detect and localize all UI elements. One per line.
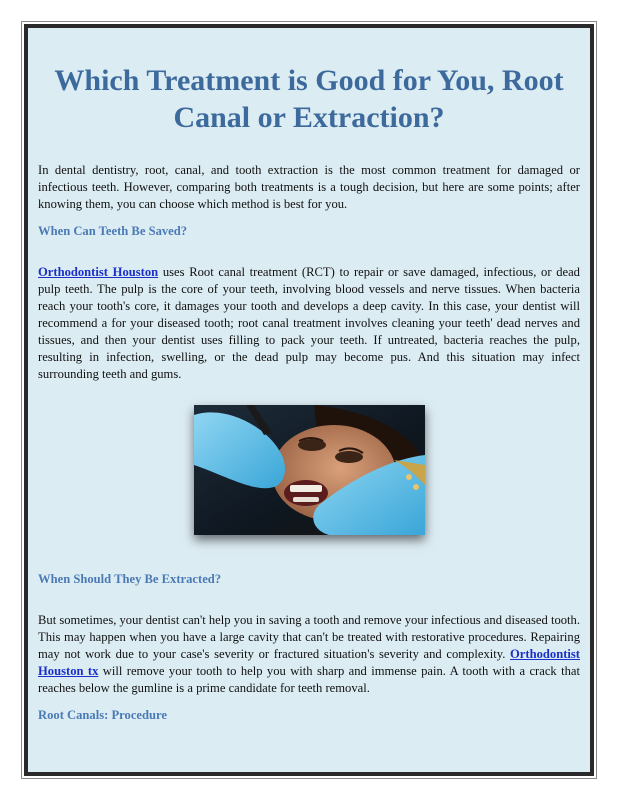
orthodontist-houston-link[interactable]: Orthodontist Houston xyxy=(38,265,159,279)
page-content xyxy=(38,28,580,724)
section-text-extracted-before: But sometimes, your dentist can't help you in saving a tooth and remove your infectious and diseased tooth. This may happen when you have a large cavity that can't be treated with restorative procedures. Repairing may not work due to your case's severity or fractured situation's severity and complexity. xyxy=(38,613,580,661)
section-text-teeth-saved: uses Root canal treatment (RCT) to repair or save damaged, infectious, or dead pulp teeth. The pulp is the core of your teeth, involving blood vessels and nerve tissues. When bacteria reach your tooth's core, it damages your tooth and develops a deep cavity. In this case, your dentist will recommend a for your diseased tooth; root canal treatment involves cleaning your teeth' dead nerves and tissues, and then your dentist uses filling to pack your teeth. If untreated, bacteria reaches the pulp, resulting in infection, swelling, or the dead pulp may become pus. And this situation may infect surrounding teeth and gums. xyxy=(38,265,580,381)
section-text-extracted-after: will remove your tooth to help you with sharp and immense pain. A tooth with a crack that reaches below the gumline is a prime candidate for teeth removal. xyxy=(38,664,580,695)
section-heading-root-canals-procedure: Root Canals: Procedure xyxy=(38,708,167,722)
section-paragraph-teeth-saved xyxy=(38,264,580,383)
orthodontist-houston-tx-link[interactable]: Orthodontist Houston tx xyxy=(38,647,580,678)
section-heading-teeth-saved: When Can Teeth Be Saved? xyxy=(38,224,188,238)
page-title: Which Treatment is Good for You, Root Canal or Extraction? xyxy=(54,64,564,134)
dental-treatment-photo xyxy=(194,405,425,535)
spacer xyxy=(38,535,580,571)
section-heading-teeth-extracted: When Should They Be Extracted? xyxy=(38,572,222,586)
intro-paragraph: In dental dentistry, root, canal, and tooth extraction is the most common treatment for damaged or infectious teeth. However, comparing both treatments is a tough decision, but here are some points; after knowing them, you can choose which method is best for you. xyxy=(38,163,580,211)
document-page xyxy=(24,24,594,776)
section-paragraph-teeth-extracted xyxy=(38,612,580,697)
